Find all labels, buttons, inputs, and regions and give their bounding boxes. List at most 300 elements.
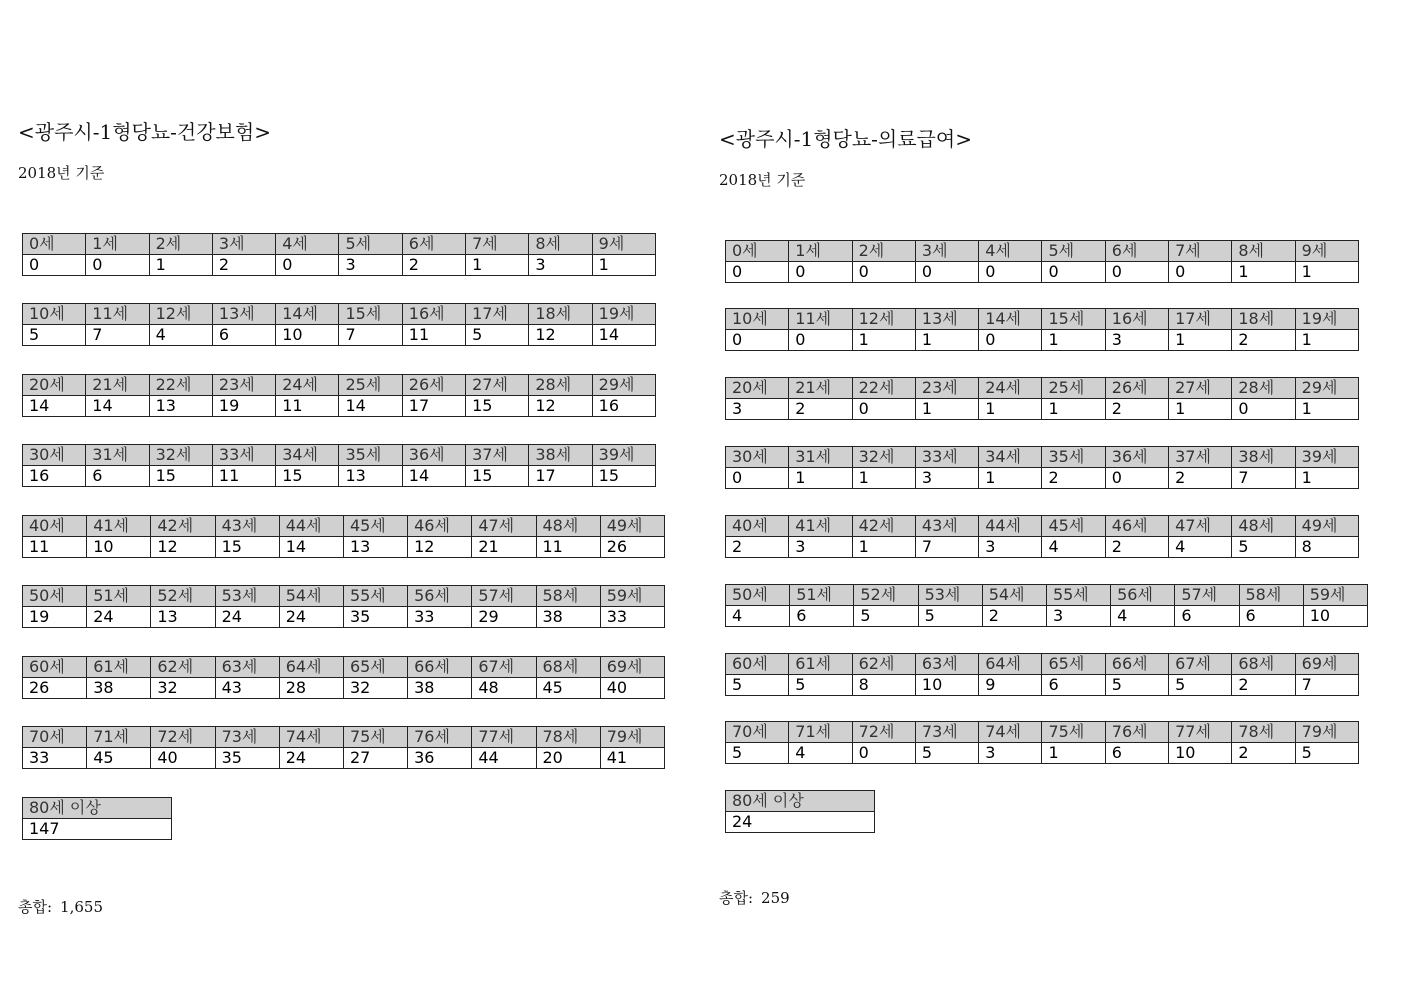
patient-count-cell: 35 <box>215 748 279 769</box>
age-table-80-plus <box>22 797 172 840</box>
age-header-cell: 53세 <box>215 586 279 607</box>
age-table-50-59 <box>22 585 665 628</box>
patient-count-cell: 15 <box>276 466 339 487</box>
patient-count-cell: 1 <box>592 255 655 276</box>
patient-count-cell: 0 <box>23 255 86 276</box>
age-header-cell: 21세 <box>86 375 149 396</box>
patient-count-cell: 0 <box>979 262 1042 283</box>
age-header-cell: 14세 <box>979 309 1042 330</box>
age-header-cell: 59세 <box>1303 585 1367 606</box>
patient-count-cell: 48 <box>472 678 536 699</box>
age-header-cell: 46세 <box>408 516 472 537</box>
age-header-cell: 56세 <box>408 586 472 607</box>
patient-count-cell: 40 <box>600 678 664 699</box>
age-header-cell: 18세 <box>529 304 592 325</box>
patient-count-cell: 147 <box>23 819 172 840</box>
health-insurance-panel <box>0 0 700 992</box>
patient-count-cell: 15 <box>466 466 529 487</box>
age-header-cell: 12세 <box>852 309 915 330</box>
patient-count-cell: 44 <box>472 748 536 769</box>
patient-count-cell: 3 <box>529 255 592 276</box>
patient-count-cell: 45 <box>536 678 600 699</box>
patient-count-cell: 0 <box>86 255 149 276</box>
age-header-cell: 57세 <box>472 586 536 607</box>
age-header-cell: 36세 <box>1105 447 1168 468</box>
patient-count-cell: 24 <box>279 607 343 628</box>
patient-count-cell: 1 <box>852 330 915 351</box>
age-header-cell: 58세 <box>536 586 600 607</box>
age-header-cell: 22세 <box>852 378 915 399</box>
patient-count-cell: 45 <box>87 748 151 769</box>
age-table-0-9 <box>725 240 1359 283</box>
age-header-cell: 52세 <box>151 586 215 607</box>
age-header-cell: 0세 <box>726 241 789 262</box>
patient-count-cell: 33 <box>408 607 472 628</box>
age-header-cell: 69세 <box>1295 654 1358 675</box>
age-header-cell: 33세 <box>212 445 275 466</box>
age-header-cell: 17세 <box>466 304 529 325</box>
patient-count-cell: 28 <box>279 678 343 699</box>
age-header-cell: 22세 <box>149 375 212 396</box>
patient-count-cell: 15 <box>466 396 529 417</box>
patient-count-cell: 0 <box>726 468 789 489</box>
patient-count-cell: 5 <box>23 325 86 346</box>
age-header-cell: 55세 <box>343 586 407 607</box>
patient-count-cell: 11 <box>276 396 339 417</box>
age-header-cell: 77세 <box>1169 722 1232 743</box>
patient-count-cell: 6 <box>1239 606 1303 627</box>
age-table-10-19 <box>725 308 1359 351</box>
patient-count-cell: 5 <box>1232 537 1295 558</box>
total-label: 총합: <box>719 889 754 907</box>
patient-count-cell: 17 <box>529 466 592 487</box>
age-header-cell: 33세 <box>915 447 978 468</box>
age-header-cell: 16세 <box>1105 309 1168 330</box>
patient-count-cell: 12 <box>529 396 592 417</box>
base-year-label: 2018년 기준 <box>18 164 105 182</box>
age-header-cell: 25세 <box>1042 378 1105 399</box>
patient-count-cell: 15 <box>592 466 655 487</box>
age-header-cell: 31세 <box>789 447 852 468</box>
age-header-cell: 43세 <box>915 516 978 537</box>
patient-count-cell: 1 <box>979 399 1042 420</box>
age-header-cell: 11세 <box>789 309 852 330</box>
patient-count-cell: 4 <box>1042 537 1105 558</box>
patient-count-cell: 0 <box>1105 262 1168 283</box>
age-header-cell: 62세 <box>151 657 215 678</box>
age-header-cell: 41세 <box>789 516 852 537</box>
age-header-cell: 40세 <box>726 516 789 537</box>
age-header-cell: 70세 <box>726 722 789 743</box>
age-header-cell: 52세 <box>854 585 918 606</box>
age-header-cell: 80세 이상 <box>23 798 172 819</box>
patient-count-cell: 10 <box>1169 743 1232 764</box>
age-header-cell: 56세 <box>1111 585 1175 606</box>
patient-count-cell: 2 <box>726 537 789 558</box>
patient-count-cell: 1 <box>1042 330 1105 351</box>
patient-count-cell: 33 <box>23 748 87 769</box>
age-header-cell: 57세 <box>1175 585 1239 606</box>
patient-count-cell: 35 <box>343 607 407 628</box>
patient-count-cell: 1 <box>1295 468 1358 489</box>
age-header-cell: 61세 <box>87 657 151 678</box>
age-table-20-29 <box>22 374 656 417</box>
age-header-cell: 76세 <box>408 727 472 748</box>
patient-count-cell: 26 <box>600 537 664 558</box>
patient-count-cell: 24 <box>215 607 279 628</box>
age-header-cell: 79세 <box>600 727 664 748</box>
age-header-cell: 62세 <box>852 654 915 675</box>
patient-count-cell: 11 <box>23 537 87 558</box>
patient-count-cell: 7 <box>915 537 978 558</box>
patient-count-cell: 21 <box>472 537 536 558</box>
patient-count-cell: 0 <box>852 262 915 283</box>
total-summary <box>719 887 798 908</box>
patient-count-cell: 0 <box>789 262 852 283</box>
age-header-cell: 24세 <box>276 375 339 396</box>
age-header-cell: 6세 <box>1105 241 1168 262</box>
age-header-cell: 30세 <box>23 445 86 466</box>
medical-aid-panel <box>703 0 1403 992</box>
age-header-cell: 27세 <box>466 375 529 396</box>
age-header-cell: 23세 <box>212 375 275 396</box>
age-header-cell: 15세 <box>339 304 402 325</box>
patient-count-cell: 5 <box>1169 675 1232 696</box>
patient-count-cell: 14 <box>592 325 655 346</box>
patient-count-cell: 5 <box>726 743 789 764</box>
patient-count-cell: 13 <box>149 396 212 417</box>
patient-count-cell: 2 <box>1232 743 1295 764</box>
age-table-10-19 <box>22 303 656 346</box>
age-header-cell: 51세 <box>87 586 151 607</box>
patient-count-cell: 0 <box>1232 399 1295 420</box>
patient-count-cell: 5 <box>918 606 982 627</box>
age-header-cell: 6세 <box>402 234 465 255</box>
age-header-cell: 4세 <box>276 234 339 255</box>
patient-count-cell: 4 <box>789 743 852 764</box>
age-header-cell: 9세 <box>1295 241 1358 262</box>
age-header-cell: 77세 <box>472 727 536 748</box>
age-header-cell: 8세 <box>529 234 592 255</box>
patient-count-cell: 3 <box>979 537 1042 558</box>
age-header-cell: 45세 <box>1042 516 1105 537</box>
age-header-cell: 20세 <box>726 378 789 399</box>
age-header-cell: 0세 <box>23 234 86 255</box>
total-value: 259 <box>761 889 790 907</box>
patient-count-cell: 1 <box>1042 399 1105 420</box>
patient-count-cell: 27 <box>343 748 407 769</box>
patient-count-cell: 16 <box>592 396 655 417</box>
age-header-cell: 40세 <box>23 516 87 537</box>
patient-count-cell: 1 <box>915 330 978 351</box>
patient-count-cell: 7 <box>1295 675 1358 696</box>
age-header-cell: 49세 <box>600 516 664 537</box>
patient-count-cell: 3 <box>339 255 402 276</box>
patient-count-cell: 2 <box>1169 468 1232 489</box>
age-table-30-39 <box>22 444 656 487</box>
age-header-cell: 66세 <box>408 657 472 678</box>
age-header-cell: 32세 <box>852 447 915 468</box>
age-header-cell: 72세 <box>151 727 215 748</box>
age-header-cell: 64세 <box>979 654 1042 675</box>
age-header-cell: 10세 <box>23 304 86 325</box>
age-header-cell: 15세 <box>1042 309 1105 330</box>
patient-count-cell: 0 <box>726 330 789 351</box>
patient-count-cell: 2 <box>1105 537 1168 558</box>
age-header-cell: 16세 <box>402 304 465 325</box>
age-header-cell: 80세 이상 <box>726 791 875 812</box>
patient-count-cell: 20 <box>536 748 600 769</box>
age-header-cell: 1세 <box>789 241 852 262</box>
age-table-40-49 <box>725 515 1359 558</box>
patient-count-cell: 12 <box>408 537 472 558</box>
patient-count-cell: 2 <box>1105 399 1168 420</box>
age-header-cell: 51세 <box>790 585 854 606</box>
patient-count-cell: 5 <box>726 675 789 696</box>
age-header-cell: 34세 <box>276 445 339 466</box>
age-header-cell: 10세 <box>726 309 789 330</box>
patient-count-cell: 5 <box>466 325 529 346</box>
patient-count-cell: 0 <box>852 743 915 764</box>
age-header-cell: 2세 <box>852 241 915 262</box>
patient-count-cell: 15 <box>149 466 212 487</box>
age-header-cell: 23세 <box>915 378 978 399</box>
patient-count-cell: 15 <box>215 537 279 558</box>
base-year-label: 2018년 기준 <box>719 171 806 189</box>
age-header-cell: 20세 <box>23 375 86 396</box>
age-header-cell: 76세 <box>1105 722 1168 743</box>
patient-count-cell: 1 <box>789 468 852 489</box>
age-header-cell: 37세 <box>1169 447 1232 468</box>
patient-count-cell: 16 <box>23 466 86 487</box>
age-header-cell: 25세 <box>339 375 402 396</box>
age-table-40-49 <box>22 515 665 558</box>
patient-count-cell: 2 <box>1232 330 1295 351</box>
patient-count-cell: 1 <box>1295 330 1358 351</box>
patient-count-cell: 3 <box>1105 330 1168 351</box>
patient-count-cell: 14 <box>23 396 86 417</box>
age-header-cell: 75세 <box>1042 722 1105 743</box>
age-header-cell: 36세 <box>402 445 465 466</box>
patient-count-cell: 1 <box>915 399 978 420</box>
age-header-cell: 39세 <box>1295 447 1358 468</box>
age-header-cell: 38세 <box>529 445 592 466</box>
age-header-cell: 32세 <box>149 445 212 466</box>
age-header-cell: 47세 <box>472 516 536 537</box>
patient-count-cell: 2 <box>212 255 275 276</box>
patient-count-cell: 24 <box>279 748 343 769</box>
patient-count-cell: 7 <box>339 325 402 346</box>
patient-count-cell: 4 <box>149 325 212 346</box>
age-header-cell: 61세 <box>789 654 852 675</box>
age-header-cell: 31세 <box>86 445 149 466</box>
patient-count-cell: 19 <box>212 396 275 417</box>
age-header-cell: 35세 <box>339 445 402 466</box>
age-header-cell: 24세 <box>979 378 1042 399</box>
patient-count-cell: 5 <box>789 675 852 696</box>
age-header-cell: 68세 <box>1232 654 1295 675</box>
age-header-cell: 35세 <box>1042 447 1105 468</box>
patient-count-cell: 4 <box>1169 537 1232 558</box>
age-header-cell: 2세 <box>149 234 212 255</box>
age-header-cell: 19세 <box>1295 309 1358 330</box>
total-label: 총합: <box>18 898 53 916</box>
patient-count-cell: 1 <box>1232 262 1295 283</box>
age-header-cell: 68세 <box>536 657 600 678</box>
patient-count-cell: 3 <box>915 468 978 489</box>
age-header-cell: 42세 <box>151 516 215 537</box>
age-table-20-29 <box>725 377 1359 420</box>
age-header-cell: 38세 <box>1232 447 1295 468</box>
patient-count-cell: 29 <box>472 607 536 628</box>
age-header-cell: 13세 <box>915 309 978 330</box>
patient-count-cell: 2 <box>402 255 465 276</box>
patient-count-cell: 0 <box>915 262 978 283</box>
patient-count-cell: 12 <box>151 537 215 558</box>
patient-count-cell: 1 <box>852 468 915 489</box>
patient-count-cell: 0 <box>979 330 1042 351</box>
age-table-30-39 <box>725 446 1359 489</box>
patient-count-cell: 13 <box>339 466 402 487</box>
age-header-cell: 18세 <box>1232 309 1295 330</box>
age-header-cell: 46세 <box>1105 516 1168 537</box>
age-header-cell: 53세 <box>918 585 982 606</box>
patient-count-cell: 38 <box>408 678 472 699</box>
patient-count-cell: 1 <box>466 255 529 276</box>
age-header-cell: 54세 <box>279 586 343 607</box>
age-header-cell: 3세 <box>212 234 275 255</box>
patient-count-cell: 38 <box>87 678 151 699</box>
patient-count-cell: 1 <box>1295 399 1358 420</box>
age-header-cell: 19세 <box>592 304 655 325</box>
age-header-cell: 60세 <box>23 657 87 678</box>
patient-count-cell: 5 <box>854 606 918 627</box>
patient-count-cell: 33 <box>600 607 664 628</box>
page-title: <광주시-1형당뇨-의료급여> <box>719 127 972 151</box>
patient-count-cell: 1 <box>852 537 915 558</box>
age-table-80-plus <box>725 790 875 833</box>
age-header-cell: 67세 <box>472 657 536 678</box>
age-header-cell: 29세 <box>1295 378 1358 399</box>
patient-count-cell: 6 <box>1042 675 1105 696</box>
patient-count-cell: 8 <box>1295 537 1358 558</box>
age-header-cell: 74세 <box>279 727 343 748</box>
age-header-cell: 7세 <box>1169 241 1232 262</box>
age-header-cell: 64세 <box>279 657 343 678</box>
patient-count-cell: 17 <box>402 396 465 417</box>
patient-count-cell: 10 <box>276 325 339 346</box>
age-header-cell: 47세 <box>1169 516 1232 537</box>
patient-count-cell: 3 <box>726 399 789 420</box>
age-header-cell: 5세 <box>339 234 402 255</box>
patient-count-cell: 0 <box>1105 468 1168 489</box>
age-header-cell: 79세 <box>1295 722 1358 743</box>
age-header-cell: 26세 <box>402 375 465 396</box>
age-table-70-79 <box>22 726 665 769</box>
age-header-cell: 21세 <box>789 378 852 399</box>
age-header-cell: 41세 <box>87 516 151 537</box>
age-header-cell: 75세 <box>343 727 407 748</box>
age-header-cell: 34세 <box>979 447 1042 468</box>
age-header-cell: 4세 <box>979 241 1042 262</box>
total-value: 1,655 <box>60 898 103 916</box>
age-header-cell: 63세 <box>215 657 279 678</box>
age-header-cell: 50세 <box>23 586 87 607</box>
patient-count-cell: 11 <box>536 537 600 558</box>
patient-count-cell: 24 <box>726 812 875 833</box>
age-header-cell: 28세 <box>1232 378 1295 399</box>
age-header-cell: 78세 <box>1232 722 1295 743</box>
age-header-cell: 37세 <box>466 445 529 466</box>
age-header-cell: 60세 <box>726 654 789 675</box>
patient-count-cell: 19 <box>23 607 87 628</box>
age-header-cell: 73세 <box>915 722 978 743</box>
age-header-cell: 26세 <box>1105 378 1168 399</box>
age-header-cell: 49세 <box>1295 516 1358 537</box>
patient-count-cell: 14 <box>279 537 343 558</box>
patient-count-cell: 36 <box>408 748 472 769</box>
patient-count-cell: 41 <box>600 748 664 769</box>
patient-count-cell: 7 <box>86 325 149 346</box>
age-header-cell: 69세 <box>600 657 664 678</box>
patient-count-cell: 12 <box>529 325 592 346</box>
age-header-cell: 1세 <box>86 234 149 255</box>
age-header-cell: 29세 <box>592 375 655 396</box>
age-header-cell: 74세 <box>979 722 1042 743</box>
patient-count-cell: 6 <box>1175 606 1239 627</box>
total-summary <box>18 896 111 917</box>
patient-count-cell: 0 <box>1042 262 1105 283</box>
patient-count-cell: 0 <box>789 330 852 351</box>
age-header-cell: 43세 <box>215 516 279 537</box>
age-header-cell: 54세 <box>982 585 1046 606</box>
age-header-cell: 65세 <box>1042 654 1105 675</box>
patient-count-cell: 3 <box>979 743 1042 764</box>
patient-count-cell: 2 <box>1042 468 1105 489</box>
age-header-cell: 50세 <box>726 585 790 606</box>
patient-count-cell: 40 <box>151 748 215 769</box>
patient-count-cell: 1 <box>1042 743 1105 764</box>
patient-count-cell: 2 <box>789 399 852 420</box>
patient-count-cell: 14 <box>86 396 149 417</box>
age-header-cell: 48세 <box>1232 516 1295 537</box>
patient-count-cell: 32 <box>151 678 215 699</box>
patient-count-cell: 13 <box>151 607 215 628</box>
age-header-cell: 5세 <box>1042 241 1105 262</box>
age-header-cell: 9세 <box>592 234 655 255</box>
patient-count-cell: 10 <box>915 675 978 696</box>
page-title: <광주시-1형당뇨-건강보험> <box>18 120 271 144</box>
patient-count-cell: 1 <box>149 255 212 276</box>
age-header-cell: 7세 <box>466 234 529 255</box>
patient-count-cell: 6 <box>86 466 149 487</box>
patient-count-cell: 5 <box>1105 675 1168 696</box>
patient-count-cell: 0 <box>726 262 789 283</box>
age-header-cell: 13세 <box>212 304 275 325</box>
patient-count-cell: 3 <box>1046 606 1110 627</box>
patient-count-cell: 1 <box>1295 262 1358 283</box>
patient-count-cell: 6 <box>1105 743 1168 764</box>
patient-count-cell: 10 <box>87 537 151 558</box>
patient-count-cell: 2 <box>982 606 1046 627</box>
age-header-cell: 78세 <box>536 727 600 748</box>
age-table-50-59 <box>725 584 1368 627</box>
age-header-cell: 8세 <box>1232 241 1295 262</box>
age-header-cell: 66세 <box>1105 654 1168 675</box>
age-header-cell: 14세 <box>276 304 339 325</box>
patient-count-cell: 13 <box>343 537 407 558</box>
age-header-cell: 71세 <box>789 722 852 743</box>
